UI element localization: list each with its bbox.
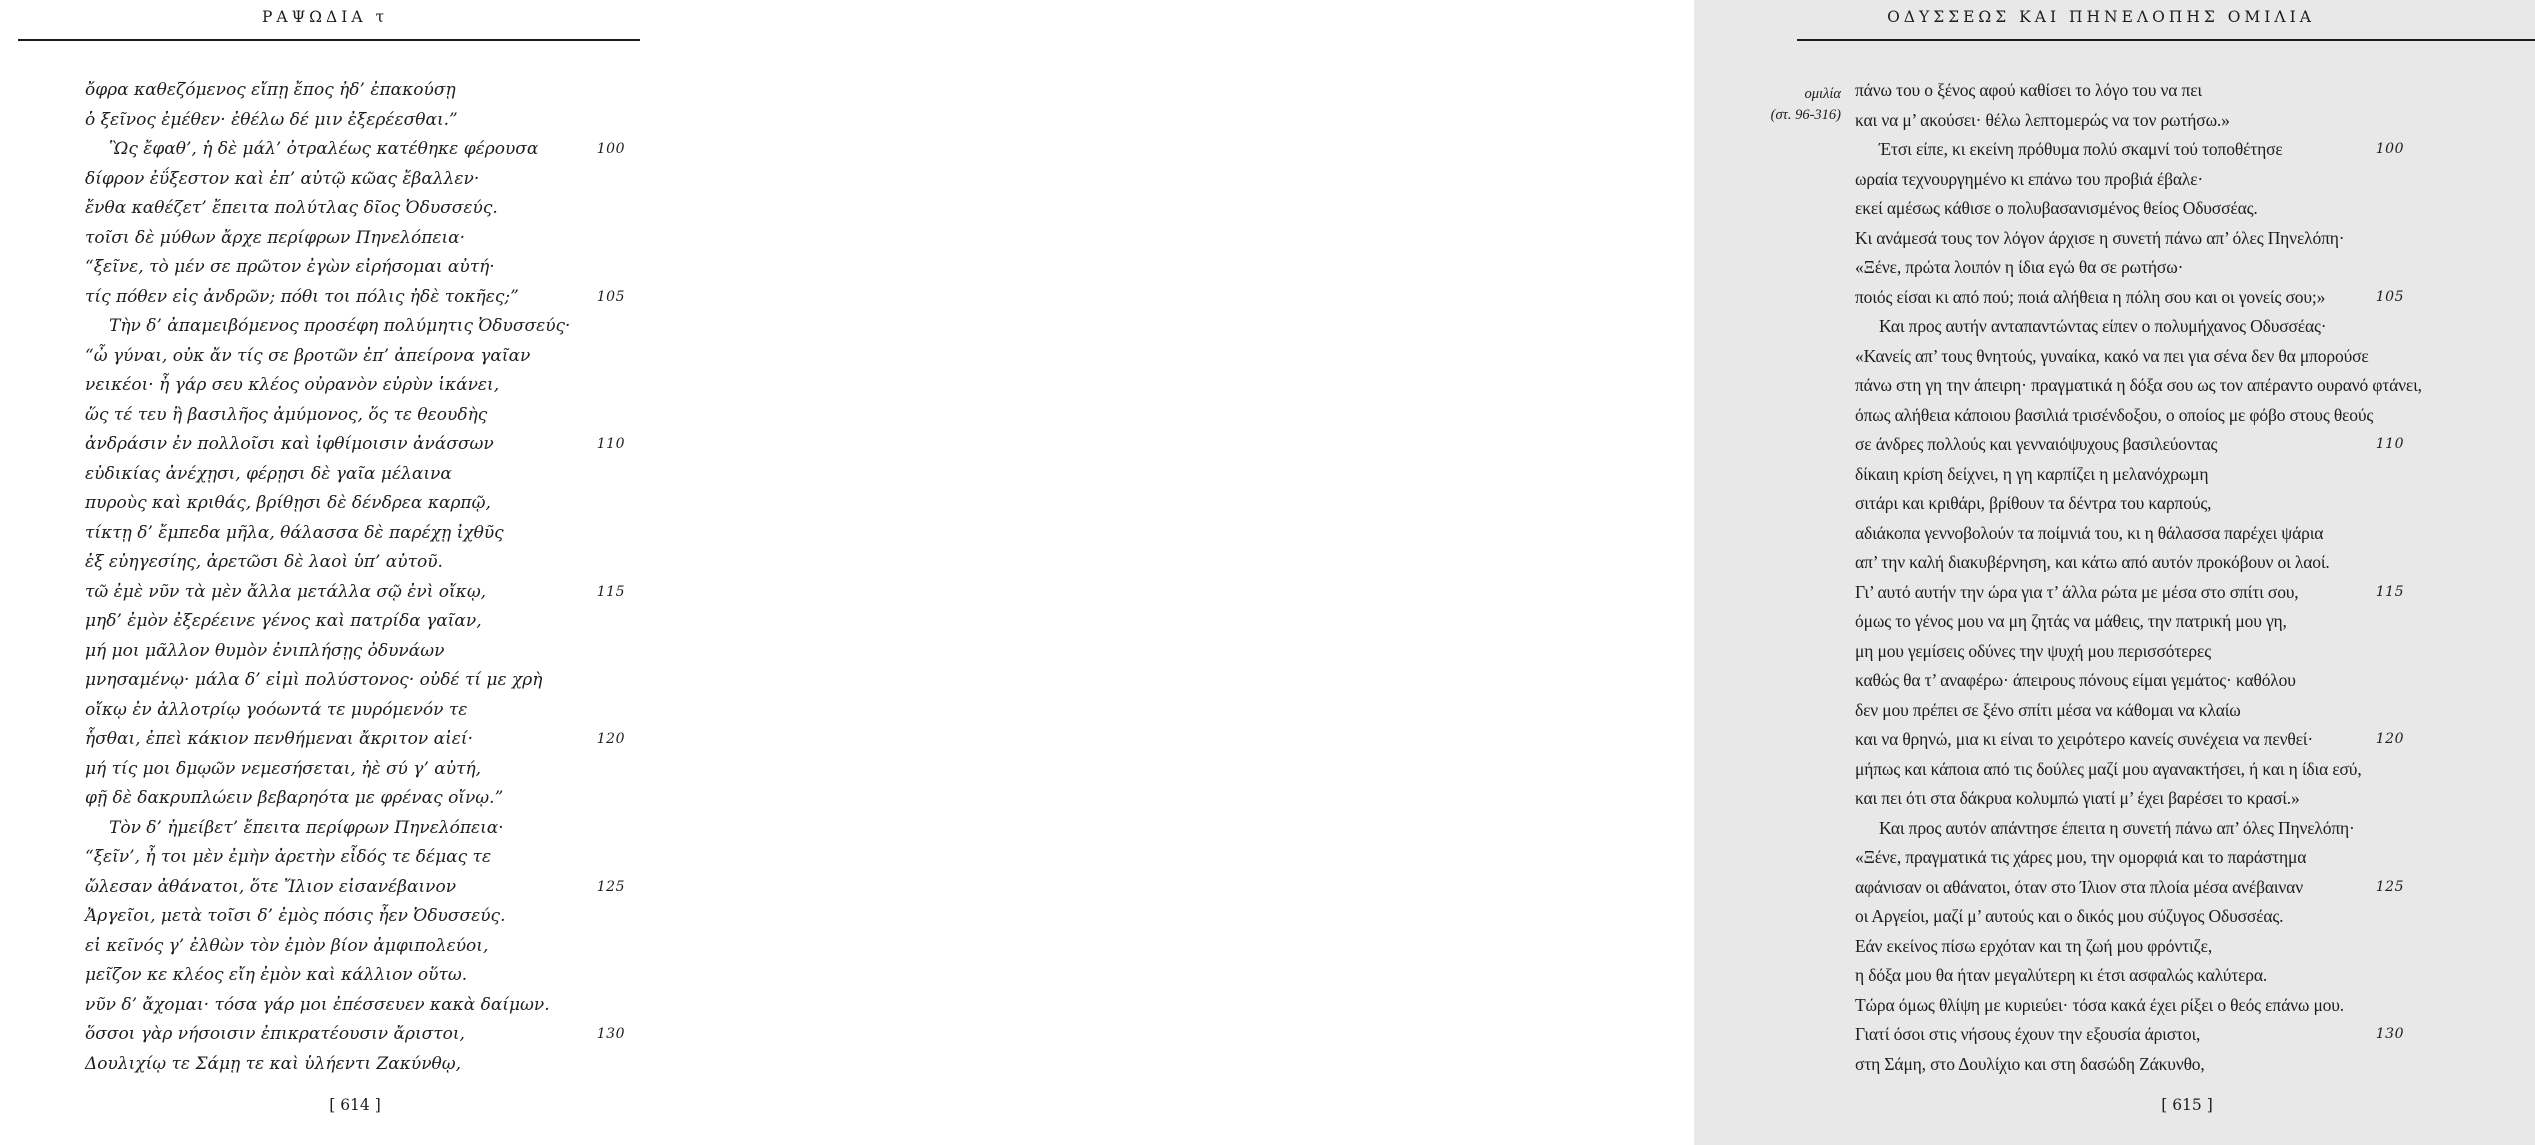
verse-text: στη Σάμη, στο Δουλίχιο και στη δασώδη Ζάκυνθο, (1855, 1053, 2205, 1074)
verse-line (85, 961, 625, 991)
verse-line (1855, 460, 2404, 490)
verse-line (1855, 843, 2404, 873)
header-rule-left (18, 39, 640, 41)
verse-text: πάνω στη γη την άπειρη· πραγματικά η δόξα σου ως τον απέραντο ουρανό φτάνει, (1855, 375, 2422, 395)
verse-line-number: 100 (2375, 141, 2404, 157)
verse-line (85, 725, 625, 755)
verse-line (85, 283, 625, 313)
verse-line (1855, 932, 2404, 962)
verse-line (1855, 1020, 2404, 1050)
verse-line (1855, 637, 2404, 667)
verse-line (1855, 578, 2404, 608)
verse-line-number: 130 (596, 1026, 625, 1042)
verse-line (85, 814, 625, 844)
verse-text: ὥς τέ τευ ἢ βασιλῆος ἀμύμονος, ὅς τε θεουδὴς (85, 404, 488, 425)
verse-line (1855, 106, 2404, 136)
verse-text: “ξεῖν’, ἦ τοι μὲν ἐμὴν ἀρετὴν εἶδός τε δέμας τε (85, 847, 492, 867)
verse-line (1855, 430, 2404, 460)
verse-line (1855, 165, 2404, 195)
verse-line (85, 696, 625, 726)
verse-text: Και προς αυτόν απάντησε έπειτα η συνετή πάνω απ’ όλες Πηνελόπη· (1879, 817, 2355, 838)
running-head-right: ΟΔΥΣΣΕΩΣ ΚΑΙ ΠΗΝΕΛΟΠΗΣ ΟΜΙΛΙΑ (1887, 8, 2315, 26)
verse-text: εἰ κεῖνός γ’ ἐλθὼν τὸν ἐμὸν βίον ἀμφιπολεύοι, (85, 935, 489, 956)
verse-text: Τὸν δ’ ἠμείβετ’ ἔπειτα περίφρων Πηνελόπεια· (109, 817, 504, 838)
verse-line (85, 401, 625, 431)
verse-line (1855, 873, 2404, 903)
verse-text: πυροὺς καὶ κριθάς, βρίθῃσι δὲ δένδρεα καρπῷ, (85, 493, 491, 513)
verse-text: μήπως και κάποια από τις δούλες μαζί μου αγανακτήσει, ή και η ίδια εσύ, (1855, 758, 2362, 779)
verse-line (85, 253, 625, 283)
verse-line (85, 932, 625, 962)
verse-line (85, 784, 625, 814)
verse-text: εὐδικίας ἀνέχῃσι, φέρῃσι δὲ γαῖα μέλαινα (85, 463, 452, 484)
margin-note (1685, 84, 1841, 126)
verse-line (85, 165, 625, 195)
verse-text: η δόξα μου θα ήταν μεγαλύτερη κι έτσι ασφαλώς καλύτερα. (1855, 965, 2268, 985)
verse-text: τῶ ἐμὲ νῦν τὰ μὲν ἄλλα μετάλλα σῷ ἐνὶ οἴκῳ, (85, 581, 487, 602)
verse-text: μή μοι μᾶλλον θυμὸν ἐνιπλήσῃς ὀδυνάων (85, 640, 445, 661)
verse-line (1855, 135, 2404, 165)
verse-line (85, 371, 625, 401)
verse-text: ὁ ξεῖνος ἐμέθεν· ἐθέλω δέ μιν ἐξερέεσθαι.” (85, 109, 458, 130)
verse-text: τίς πόθεν εἰς ἀνδρῶν; πόθι τοι πόλις ἠδὲ τοκῆες;” (85, 286, 519, 307)
verse-line (1855, 194, 2404, 224)
verse-text: δεν μου πρέπει σε ξένο σπίτι μέσα να κάθομαι να κλαίω (1855, 699, 2241, 720)
verse-line-number: 100 (596, 141, 625, 157)
verse-line (1855, 76, 2404, 106)
verse-text: Εάν εκείνος πίσω ερχόταν και τη ζωή μου φρόντιζε, (1855, 935, 2213, 956)
verse-line (85, 312, 625, 342)
verse-text: και πει ότι στα δάκρυα κολυμπώ γιατί μ’ έχει βαρέσει το κρασί.» (1855, 788, 2300, 808)
verse-line (85, 430, 625, 460)
verse-line (1855, 696, 2404, 726)
verse-line (1855, 253, 2404, 283)
verse-text: “ὦ γύναι, οὐκ ἄν τίς σε βροτῶν ἐπ’ ἀπείρονα γαῖαν (85, 345, 531, 366)
verse-line (85, 194, 625, 224)
verse-text: Τώρα όμως θλίψη με κυριεύει· τόσα κακά έχει ρίξει ο θεός επάνω μου. (1855, 994, 2345, 1015)
verse-line-number: 125 (2375, 878, 2404, 895)
verse-line (1855, 224, 2404, 254)
verse-text: και να θρηνώ, μια κι είναι το χειρότερο κανείς συνέχεια να πενθεί· (1855, 729, 2314, 749)
verse-text: μεῖζον κε κλέος εἴη ἐμὸν καὶ κάλλιον οὕτω. (85, 965, 468, 985)
verse-text: νῦν δ’ ἄχομαι· τόσα γάρ μοι ἐπέσσευεν κακὰ δαίμων. (85, 994, 550, 1015)
verse-text: «Ξένε, πρώτα λοιπόν η ίδια εγώ θα σε ρωτήσω· (1855, 257, 2184, 277)
verse-line (85, 135, 625, 165)
verse-line (1855, 607, 2404, 637)
verse-text: Κι ανάμεσά τους τον λόγον άρχισε η συνετή πάνω απ’ όλες Πηνελόπη· (1855, 227, 2345, 248)
verse-line-number: 105 (596, 288, 625, 305)
page-right (847, 0, 2422, 1145)
verse-text: όμως το γένος μου να μη ζητάς να μάθεις, την πατρική μου γη, (1855, 611, 2287, 631)
verse-text: Γιατί όσοι στις νήσους έχουν την εξουσία άριστοι, (1855, 1024, 2201, 1044)
verse-line (85, 460, 625, 490)
verse-line (85, 873, 625, 903)
verse-text: τίκτῃ δ’ ἔμπεδα μῆλα, θάλασσα δὲ παρέχῃ ἰχθῦς (85, 522, 504, 543)
verse-text: ὅσσοι γὰρ νήσοισιν ἐπικρατέουσιν ἄριστοι, (85, 1024, 465, 1044)
verse-line (1855, 961, 2404, 991)
verse-line-number: 105 (2375, 288, 2404, 305)
page-left (0, 0, 847, 1145)
verse-line (85, 548, 625, 578)
verse-line (1855, 814, 2404, 844)
verse-line (85, 637, 625, 667)
verse-text: “ξεῖνε, τὸ μέν σε πρῶτον ἐγὼν εἰρήσομαι αὐτή· (85, 257, 495, 277)
verse-text: δίφρον ἐΰξεστον καὶ ἐπ’ αὐτῷ κῶας ἔβαλλεν· (85, 168, 480, 189)
verse-text: «Ξένε, πραγματικά τις χάρες μου, την ομορφιά και το παράστημα (1855, 847, 2307, 867)
running-head-left: ΡΑΨΩΔΙΑ τ (261, 8, 389, 26)
verse-line (85, 106, 625, 136)
verse-line (85, 843, 625, 873)
verse-text: ὤλεσαν ἀθάνατοι, ὅτε Ἴλιον εἰσανέβαινον (85, 876, 457, 897)
margin-note-keyword: ομιλία (1804, 86, 1841, 102)
verse-line (85, 342, 625, 372)
verse-text: καθώς θα τ’ αναφέρω· άπειρους πόνους είμαι γεμάτος· καθόλου (1855, 670, 2296, 690)
verse-text: «Κανείς απ’ τους θνητούς, γυναίκα, κακό να πει για σένα δεν θα μπορούσε (1855, 345, 2369, 366)
verse-line (1855, 489, 2404, 519)
verse-text: νεικέοι· ἦ γάρ σευ κλέος οὐρανὸν εὐρὺν ἱκάνει, (85, 375, 500, 395)
verse-line (1855, 548, 2404, 578)
verse-line (1855, 725, 2404, 755)
verse-text: και να μ’ ακούσει· θέλω λεπτομερώς να τον ρωτήσω.» (1855, 109, 2230, 130)
verse-text: μηδ’ ἐμὸν ἐξερέεινε γένος καὶ πατρίδα γαῖαν, (85, 611, 482, 631)
verse-column-right (1855, 76, 2422, 1079)
verse-line (85, 224, 625, 254)
verse-line (85, 1020, 625, 1050)
verse-text: μη μου γεμίσεις οδύνες την ψυχή μου περισσότερες (1855, 640, 2211, 661)
verse-line (1855, 342, 2404, 372)
page-number-right: [ 615 ] (2161, 1096, 2213, 1114)
verse-line (1855, 1050, 2404, 1080)
verse-text: ωραία τεχνουργημένο κι επάνω του προβιά έβαλε· (1855, 168, 2204, 189)
verse-text: αδιάκοπα γεννοβολούν τα ποίμνιά του, κι η θάλασσα παρέχει ψάρια (1855, 522, 2324, 543)
verse-text: όπως αλήθεια κάποιου βασιλιά τρισένδοξου, ο οποίος με φόβο στους θεούς (1855, 404, 2374, 425)
verse-column-left (85, 76, 625, 1079)
verse-text: μή τίς μοι δμῳῶν νεμεσήσεται, ἠὲ σύ γ’ αὐτή, (85, 758, 482, 779)
verse-line-number: 115 (596, 583, 625, 600)
margin-note-verse-range: (στ. 96-316) (1770, 107, 1841, 123)
verse-text: εκεί αμέσως κάθισε ο πολυβασανισμένος θείος Οδυσσέας. (1855, 198, 2258, 218)
verse-line-number: 115 (2375, 583, 2404, 600)
verse-text: ἀνδράσιν ἐν πολλοῖσι καὶ ἰφθίμοισιν ἀνάσσων (85, 434, 494, 454)
verse-text: σιτάρι και κριθάρι, βρίθουν τα δέντρα του καρπούς, (1855, 493, 2212, 513)
verse-text: Ὣς ἔφαθ’, ἡ δὲ μάλ’ ὀτραλέως κατέθηκε φέρουσα (109, 139, 539, 159)
verse-line (1855, 902, 2404, 932)
verse-line (85, 666, 625, 696)
verse-text: Έτσι είπε, κι εκείνη πρόθυμα πολύ σκαμνί τού τοποθέτησε (1879, 139, 2283, 159)
verse-line (85, 489, 625, 519)
verse-line (1855, 371, 2422, 401)
verse-text: οἴκῳ ἐν ἀλλοτρίῳ γοόωντά τε μυρόμενόν τε (85, 699, 468, 720)
verse-line (85, 755, 625, 785)
verse-line-number: 120 (2375, 731, 2404, 747)
verse-text: ἐξ εὐηγεσίης, ἀρετῶσι δὲ λαοὶ ὑπ’ αὐτοῦ. (85, 552, 443, 572)
verse-text: αφάνισαν οι αθάνατοι, όταν στο Ίλιον στα πλοία μέσα ανέβαιναν (1855, 876, 2303, 897)
header-rule-right (1797, 39, 2535, 41)
verse-text: Γι’ αυτό αυτήν την ώρα για τ’ άλλα ρώτα με μέσα στο σπίτι σου, (1855, 581, 2299, 602)
verse-line (1855, 784, 2404, 814)
verse-line (85, 1050, 625, 1080)
verse-line (85, 519, 625, 549)
verse-text: απ’ την καλή διακυβέρνηση, και κάτω από αυτόν προκόβουν οι λαοί. (1855, 552, 2330, 572)
verse-text: Ἀργεῖοι, μετὰ τοῖσι δ’ ἐμὸς πόσις ἦεν Ὀδυσσεύς. (85, 906, 506, 926)
verse-line-number: 120 (596, 731, 625, 747)
verse-text: δίκαιη κρίση δείχνει, η γη καρπίζει η μελανόχρωμη (1855, 463, 2209, 484)
verse-line (1855, 991, 2404, 1021)
verse-text: ἧσθαι, ἐπεὶ κάκιον πενθήμεναι ἄκριτον αἰεί· (85, 729, 473, 749)
verse-text: ἔνθα καθέζετ’ ἔπειτα πολύτλας δῖος Ὀδυσσεύς. (85, 198, 498, 218)
verse-line (85, 991, 625, 1021)
verse-text: πάνω του ο ξένος αφού καθίσει το λόγο του να πει (1855, 80, 2202, 100)
verse-line-number: 110 (596, 436, 625, 452)
verse-line (85, 76, 625, 106)
verse-line-number: 125 (596, 878, 625, 895)
verse-text: σε άνδρες πολλούς και γενναιόψυχους βασιλεύοντας (1855, 434, 2218, 454)
verse-text: τοῖσι δὲ μύθων ἄρχε περίφρων Πηνελόπεια· (85, 227, 466, 248)
verse-line (1855, 312, 2404, 342)
verse-text: ποιός είσαι κι από πού; ποιά αλήθεια η πόλη σου και οι γονείς σου;» (1855, 286, 2326, 307)
verse-text: μνησαμένῳ· μάλα δ’ εἰμὶ πολύστονος· οὐδέ τί με χρὴ (85, 670, 543, 690)
verse-line (1855, 519, 2404, 549)
verse-line (1855, 283, 2404, 313)
verse-line (85, 607, 625, 637)
verse-text: Και προς αυτήν ανταπαντώντας είπεν ο πολυμήχανος Οδυσσέας· (1879, 316, 2327, 336)
verse-text: φῇ δὲ δακρυπλώειν βεβαρηότα με φρένας οἴνῳ.” (85, 788, 504, 808)
verse-line (85, 578, 625, 608)
verse-line-number: 110 (2375, 436, 2404, 452)
verse-text: Δουλιχίῳ τε Σάμῃ τε καὶ ὑλήεντι Ζακύνθῳ, (85, 1053, 462, 1074)
verse-line (1855, 401, 2404, 431)
verse-line (1855, 666, 2404, 696)
page-number-left: [ 614 ] (329, 1096, 381, 1114)
verse-line (85, 902, 625, 932)
verse-text: Τὴν δ’ ἀπαμειβόμενος προσέφη πολύμητις Ὀδυσσεύς· (109, 316, 571, 336)
verse-text: ὄφρα καθεζόμενος εἴπῃ ἔπος ἠδ’ ἐπακούσῃ (85, 80, 456, 100)
verse-line-number: 130 (2375, 1026, 2404, 1042)
verse-text: οι Αργείοι, μαζί μ’ αυτούς και ο δικός μου σύζυγος Οδυσσέας. (1855, 906, 2284, 926)
verse-line (1855, 755, 2404, 785)
